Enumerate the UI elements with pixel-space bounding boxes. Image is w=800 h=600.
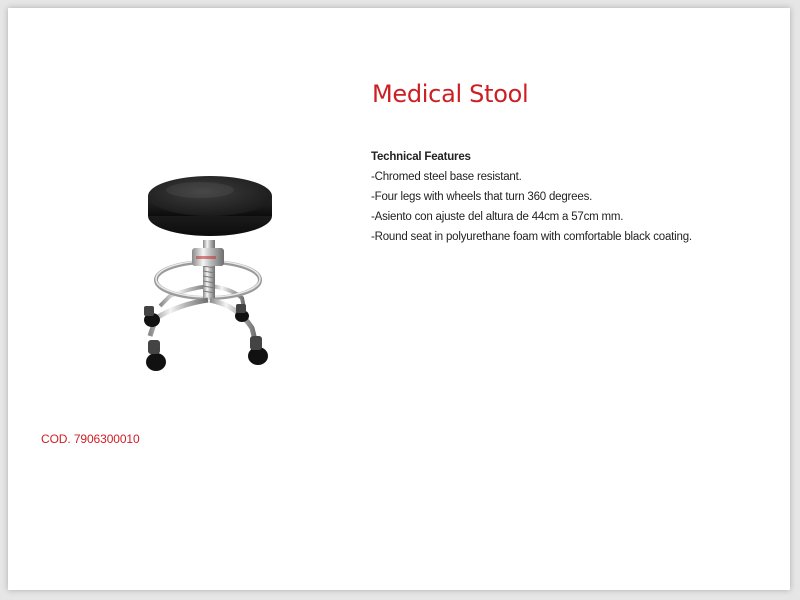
product-title: Medical Stool bbox=[372, 80, 529, 108]
stool-illustration bbox=[130, 168, 290, 380]
feature-item: -Asiento con ajuste del altura de 44cm a 57cm mm. bbox=[371, 211, 624, 223]
feature-item: -Round seat in polyurethane foam with comfortable black coating. bbox=[371, 231, 692, 243]
features-list bbox=[371, 167, 771, 247]
product-sheet bbox=[8, 8, 790, 590]
feature-item: -Chromed steel base resistant. bbox=[371, 171, 522, 183]
medical-stool-image bbox=[130, 168, 290, 380]
feature-item: -Four legs with wheels that turn 360 degrees. bbox=[371, 191, 593, 203]
features-heading: Technical Features bbox=[371, 151, 471, 163]
technical-features bbox=[371, 147, 771, 247]
product-code: COD. 7906300010 bbox=[41, 432, 140, 446]
